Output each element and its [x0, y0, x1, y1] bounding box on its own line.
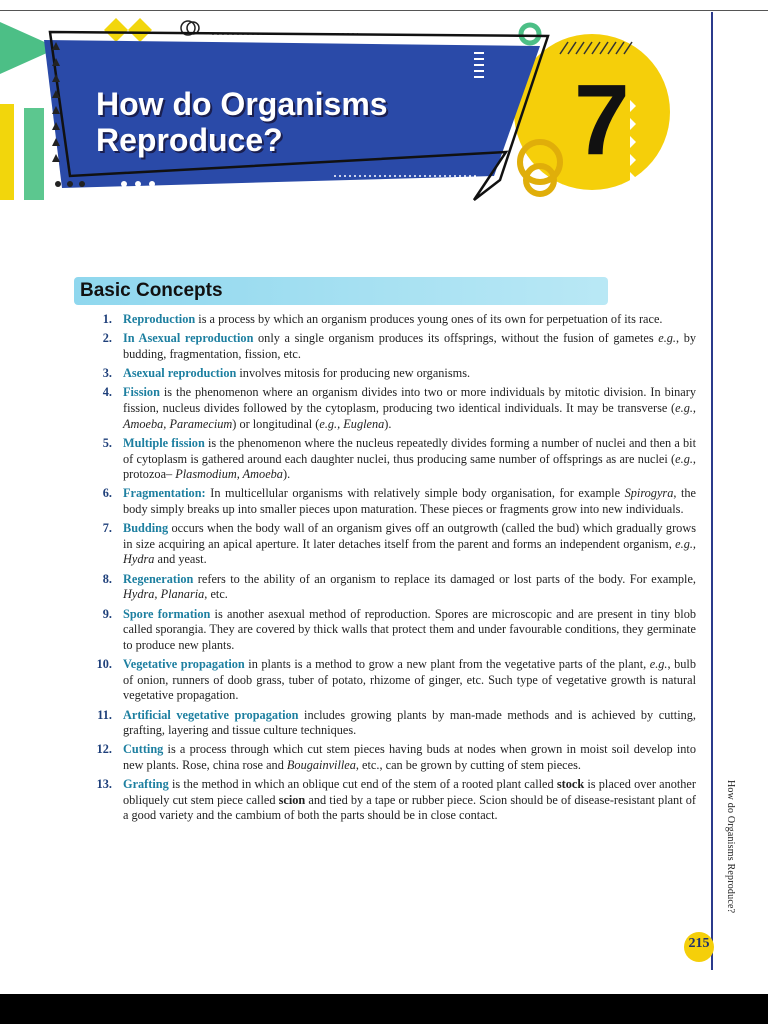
concept-text: is placed over another obliquely cut stem piece called: [123, 777, 696, 807]
concept-text: , by budding, fragmentation, fission, etc.: [123, 331, 696, 361]
yellow-diamond-shape: [104, 18, 152, 42]
concept-number: 6.: [102, 486, 112, 501]
concept-number: 9.: [102, 606, 112, 621]
section-heading-bar: [74, 277, 608, 305]
concept-item: [92, 742, 696, 773]
concept-text: and tied by a tape or rubber piece. Scion should be of disease-resistant plant of a good variety and the cambium of both the parts should be in close contact.: [123, 792, 696, 823]
concept-text: involves mitosis for producing new organisms.: [236, 366, 471, 381]
running-side-title: How do Organisms Reproduce?: [725, 780, 736, 914]
concept-number: 5.: [102, 435, 112, 450]
concept-text: only a single organism produces its offsprings, without the fusion of gametes: [253, 331, 659, 346]
concept-text: is the phenomenon where the nucleus repeatedly divides forming a number of nuclei and then a bit of cytoplasm is gathered around each daughter nuclei, thus producing same number of offsprings as are nuclei (: [123, 435, 696, 466]
bottom-bar: [0, 994, 768, 1024]
concept-text: Plasmodium, Amoeba: [175, 467, 283, 482]
concept-term: In Asexual reproduction: [123, 331, 254, 346]
chapter-title-line1: How do Organisms: [96, 86, 388, 122]
concept-text: and yeast.: [154, 552, 207, 567]
concept-number: 10.: [96, 657, 112, 672]
concept-term: Vegetative propagation: [123, 657, 245, 672]
yellow-bar-shape: [0, 104, 14, 200]
concept-text: ) or longitudinal (: [232, 416, 320, 431]
concept-text: , etc., can be grown by cutting of stem pieces.: [355, 758, 581, 772]
concept-number: 8.: [102, 571, 112, 586]
concept-text: e.g., Amoeba, Paramecium: [123, 401, 696, 431]
concept-text: is the phenomenon where an organism divides into two or more individuals by mitotic division. In binary fission, nucleus divides followed by the cytoplasm, producing two identical individuals. It may be transverse (: [123, 385, 696, 416]
concept-item: [92, 366, 696, 382]
concept-text: e.g., Euglena: [319, 416, 385, 431]
concept-text: scion: [278, 792, 306, 807]
section-heading: Basic Concepts: [80, 280, 223, 301]
concept-text: , protozoa–: [123, 451, 696, 482]
concept-item: [92, 708, 696, 739]
chapter-number: 7: [574, 64, 630, 176]
concept-term: Fragmentation:: [123, 486, 206, 501]
concept-text: Spirogyra: [624, 486, 674, 501]
concept-term: Regeneration: [123, 571, 194, 586]
concept-item: [92, 607, 696, 654]
concept-number: 7.: [102, 521, 112, 536]
concept-item: [92, 385, 696, 432]
concept-number: 2.: [102, 331, 112, 346]
concept-text: ).: [282, 467, 291, 482]
concept-text: In multicellular organisms with relatively simple body organisation, for example: [205, 486, 625, 501]
concept-text: is the method in which an oblique cut end of the stem of a rooted plant called: [168, 777, 557, 792]
concept-text: , bulb of onion, runners of doob grass, tuber of potato, rhizome of ginger, etc. Such type of vegetative growth is natural vegetative propagation.: [123, 657, 696, 703]
concept-term: Budding: [123, 521, 169, 536]
concept-text: is a process by which an organism produces young ones of its own for perpetuation of its race.: [195, 312, 663, 326]
concept-text: e.g., Hydra: [123, 536, 696, 567]
concept-term: Artificial vegetative propagation: [123, 707, 299, 722]
concept-number: 13.: [96, 777, 112, 792]
concept-number: 11.: [97, 707, 112, 722]
concept-number: 4.: [102, 385, 112, 400]
concept-text: is another asexual method of reproduction. Spores are microscopic and are present in tiny blob called sporangia. They are covered by thick walls that protect them and under favourable conditions, they germinate to produce new plants.: [123, 606, 697, 652]
concept-item: [92, 657, 696, 704]
concept-item: [92, 436, 696, 483]
right-margin-rule: [711, 12, 713, 970]
concept-text: Bougainvillea: [286, 758, 356, 772]
concept-term: Grafting: [123, 777, 169, 792]
concept-item: [92, 486, 696, 517]
concept-number: 3.: [102, 366, 112, 381]
concept-text: e.g.: [675, 451, 693, 466]
concept-text: Hydra, Planaria: [123, 587, 205, 602]
concept-text: refers to the ability of an organism to replace its damaged or lost parts of the body. For example,: [193, 571, 696, 586]
concept-term: Asexual reproduction: [123, 366, 237, 381]
page-number-badge: [684, 932, 714, 956]
green-ring-shape: [521, 25, 539, 43]
concept-text: , etc.: [204, 587, 228, 602]
concept-text: in plants is a method to grow a new plant from the vegetative parts of the plant,: [244, 657, 650, 672]
concept-item: [92, 572, 696, 603]
concept-text: e.g.: [658, 331, 676, 346]
chapter-title: [96, 86, 476, 158]
concept-item: [92, 312, 696, 328]
concept-text: e.g.: [649, 657, 668, 672]
concept-term: Spore formation: [123, 606, 211, 621]
concept-term: Reproduction: [123, 312, 196, 326]
concept-text: stock: [556, 777, 585, 792]
concepts-list: [92, 312, 696, 828]
concept-term: Multiple fission: [123, 435, 205, 450]
concept-item: [92, 521, 696, 568]
green-bar-shape: [24, 108, 44, 200]
top-rule: [0, 10, 768, 11]
concept-item: [92, 331, 696, 362]
concept-term: Cutting: [123, 742, 164, 757]
concept-term: Fission: [123, 385, 160, 400]
concept-text: occurs when the body wall of an organism gives off an outgrowth (called the bud) which gradually grows in size acquiring an apical aperture. It later detaches itself from the parent and forms an independent organism,: [123, 521, 696, 551]
concept-text: includes growing plants by man-made methods and is achieved by cutting, grafting, layering and tissue culture techniques.: [123, 707, 696, 738]
concept-item: [92, 777, 696, 824]
chapter-title-line2: Reproduce?: [96, 122, 283, 158]
concept-text: is a process through which cut stem pieces having buds at nodes when grown in moist soil develop into new plants. Rose, china rose and: [123, 742, 696, 772]
concept-text: ).: [384, 416, 392, 431]
concept-number: 12.: [96, 742, 112, 757]
concept-number: 1.: [102, 312, 112, 326]
concept-text: , the body simply breaks up into smaller pieces upon maturation. These pieces or fragments grow into new individuals.: [123, 486, 697, 516]
page-number: 215: [688, 936, 710, 951]
